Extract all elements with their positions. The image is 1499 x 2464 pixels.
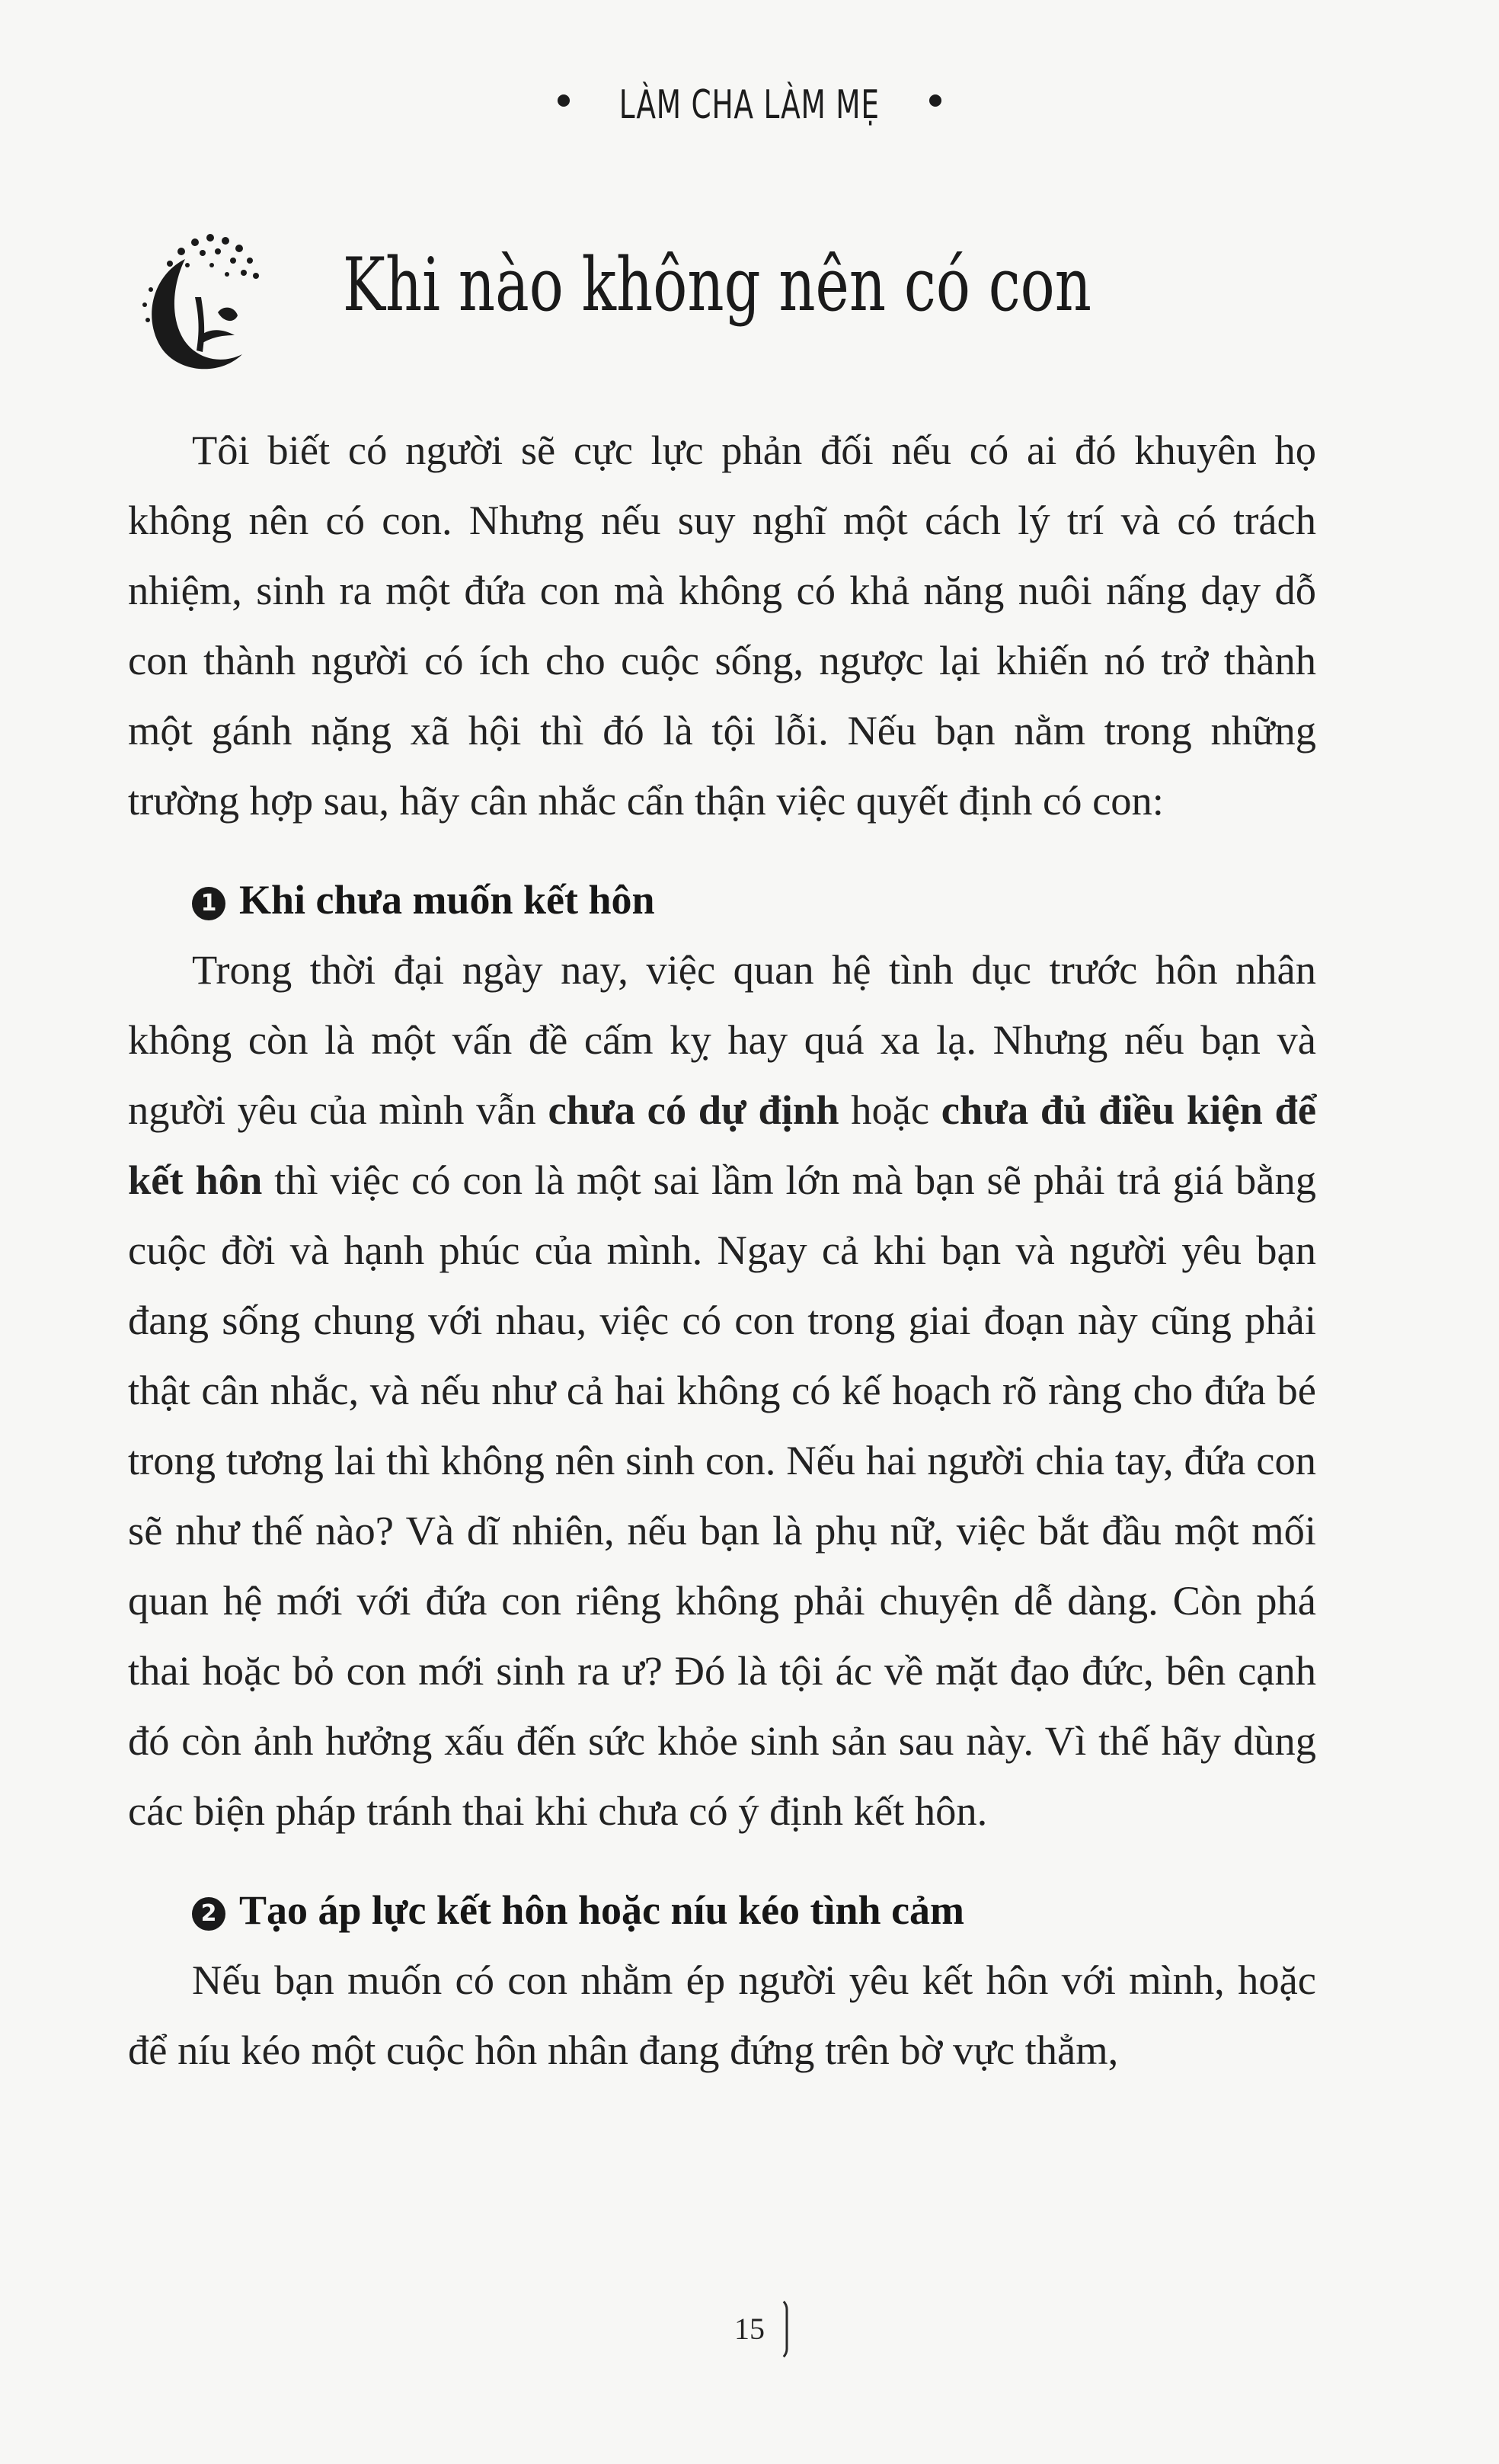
section-heading-1	[128, 865, 1316, 935]
number-badge-2: 2	[192, 1897, 225, 1931]
section-heading-1-text: Khi chưa muốn kết hôn	[239, 877, 655, 923]
number-badge-1: 1	[192, 887, 225, 920]
section-1-text-c: thì việc có con là một sai lầm lớn mà bạn sẽ phải trả giá bằng cuộc đời và hạnh phúc của mình. Ngay cả khi bạn và người yêu bạn đang sống chung với nhau, việc có con trong giai đoạn này cũng phải thật cân nhắc, và nếu như cả hai không có kế hoạch rõ ràng cho đứa bé trong tương lai thì không nên sinh con. Nếu hai người chia tay, đứa con sẽ như thế nào? Và dĩ nhiên, nếu bạn là phụ nữ, việc bắt đầu một mối quan hệ mới với đứa con riêng không phải chuyện dễ dàng. Còn phá thai hoặc bỏ con mới sinh ra ư? Đó là tội ác về mặt đạo đức, bên cạnh đó còn ảnh hưởng xấu đến sức khỏe sinh sản sau này. Vì thế hãy dùng các biện pháp tránh thai khi chưa có ý định kết hôn.	[128, 1157, 1316, 1834]
section-2-paragraph: Nếu bạn muốn có con nhằm ép người yêu kết hôn với mình, hoặc để níu kéo một cuộc hôn nhân đang đứng trên bờ vực thẳm,	[128, 1957, 1316, 2073]
section-1-text-a: Trong thời đại ngày nay, việc quan hệ tình dục trước hôn nhân không còn là một vấn đề cấm kỵ hay quá xa lạ. Nhưng nếu bạn và người yêu của mình vẫn	[128, 946, 1316, 1133]
bullet-dot-right	[929, 94, 941, 107]
section-1-bold-a: chưa có dự định	[548, 1086, 839, 1133]
section-heading-2	[128, 1875, 1316, 1945]
bullet-dot-left	[558, 94, 570, 107]
tree-ornament-icon	[128, 221, 280, 389]
page-body	[128, 415, 1316, 2085]
running-title: LÀM CHA LÀM MẸ	[618, 82, 881, 128]
section-1-paragraph	[128, 935, 1316, 1846]
section-heading-2-text: Tạo áp lực kết hôn hoặc níu kéo tình cảm	[239, 1887, 965, 1933]
section-1-text-b: hoặc	[839, 1086, 941, 1133]
chapter-title: Khi nào không nên có con	[343, 242, 1091, 328]
running-header	[0, 80, 1499, 128]
section-1-bold-b: chưa đủ điều kiện để kết hôn	[128, 1086, 1317, 1203]
intro-paragraph: Tôi biết có người sẽ cực lực phản đối nếu có ai đó khuyên họ không nên có con. Nhưng nếu suy nghĩ một cách lý trí và có trách nhiệm, sinh ra một đứa con mà không có khả năng nuôi nấng dạy dỗ con thành người có ích cho cuộc sống, ngược lại khiến nó trở thành một gánh nặng xã hội thì đó là tội lỗi. Nếu bạn nằm trong những trường hợp sau, hãy cân nhắc cẩn thận việc quyết định có con:	[128, 427, 1316, 824]
page-number: 15	[711, 2297, 788, 2361]
